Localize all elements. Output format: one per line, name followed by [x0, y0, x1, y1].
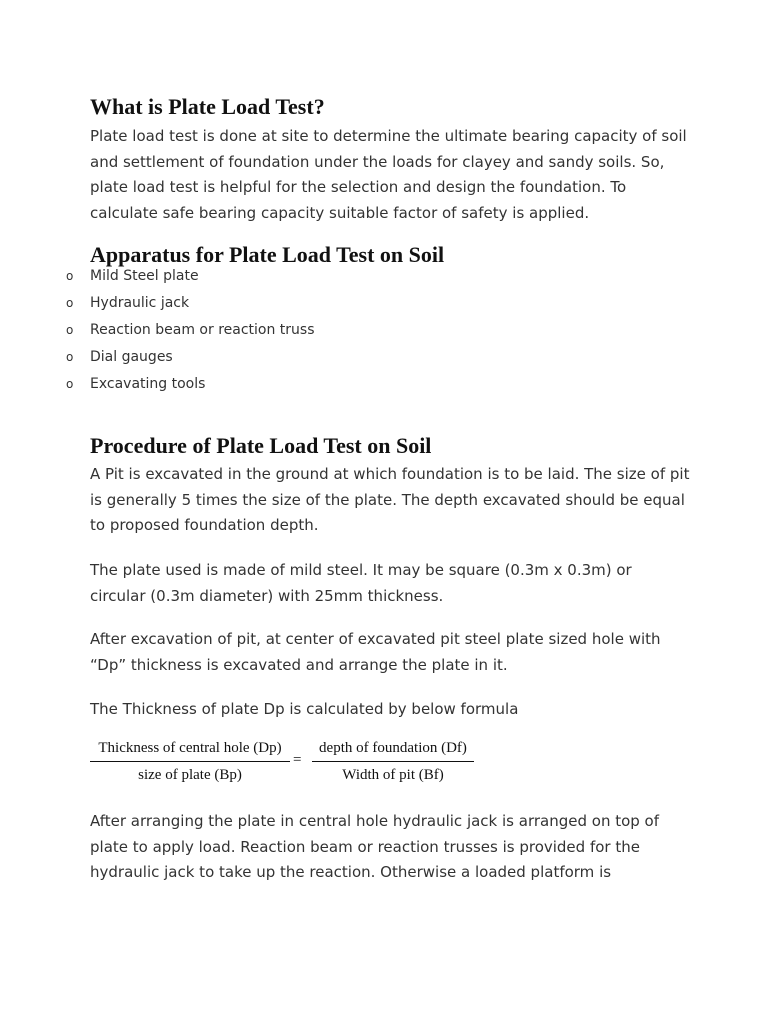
formula-equals: =: [293, 752, 302, 768]
formula-left-numerator: Thickness of central hole (Dp): [98, 740, 282, 756]
fraction-bar: [90, 761, 290, 762]
procedure-paragraph-2: The plate used is made of mild steel. It may be square (0.3m x 0.3m) or circular (0.3m diameter) with 25mm thickness.: [90, 561, 632, 605]
apparatus-list: [66, 266, 566, 401]
list-item: [66, 293, 566, 320]
procedure-paragraph-3: After excavation of pit, at center of excavated pit steel plate sized hole with “Dp” thickness is excavated and arrange the plate in it.: [90, 630, 661, 674]
list-item-label: Mild Steel plate: [90, 268, 199, 284]
list-item: [66, 266, 566, 293]
heading-what-is: What is Plate Load Test?: [90, 94, 325, 119]
bullet-icon: o: [66, 323, 74, 337]
what-is-paragraph: Plate load test is done at site to determine the ultimate bearing capacity of soil and settlement of foundation under the loads for clayey and sandy soils. So, plate load test is helpful for the selection and design the foundation. To calculate safe bearing capacity suitable factor of safety is applied.: [90, 127, 687, 222]
heading-procedure: Procedure of Plate Load Test on Soil: [90, 433, 432, 458]
formula-left-denominator: size of plate (Bp): [138, 767, 242, 783]
list-item-label: Reaction beam or reaction truss: [90, 322, 315, 338]
formula-left-fraction: [90, 738, 290, 785]
heading-apparatus: Apparatus for Plate Load Test on Soil: [90, 242, 445, 267]
list-item-label: Hydraulic jack: [90, 295, 190, 311]
procedure-paragraph-5: After arranging the plate in central hole hydraulic jack is arranged on top of plate to apply load. Reaction beam or reaction trusses is provided for the hydraulic jack to take up the reaction. Otherwise a loaded platform is: [90, 812, 660, 881]
fraction-bar: [312, 761, 474, 762]
formula-right-denominator: Width of pit (Bf): [342, 767, 444, 783]
list-item: [66, 320, 566, 347]
bullet-icon: o: [66, 269, 74, 283]
list-item-label: Dial gauges: [90, 349, 173, 365]
bullet-icon: o: [66, 377, 74, 391]
procedure-paragraph-4: The Thickness of plate Dp is calculated by below formula: [90, 700, 519, 718]
bullet-icon: o: [66, 296, 74, 310]
thickness-formula: [90, 738, 490, 788]
list-item: [66, 374, 566, 401]
list-item-label: Excavating tools: [90, 376, 206, 392]
formula-right-numerator: depth of foundation (Df): [319, 740, 467, 756]
list-item: [66, 347, 566, 374]
formula-right-fraction: [312, 738, 474, 785]
procedure-paragraph-1: A Pit is excavated in the ground at which foundation is to be laid. The size of pit is generally 5 times the size of the plate. The depth excavated should be equal to proposed foundation depth.: [90, 465, 690, 534]
bullet-icon: o: [66, 350, 74, 364]
